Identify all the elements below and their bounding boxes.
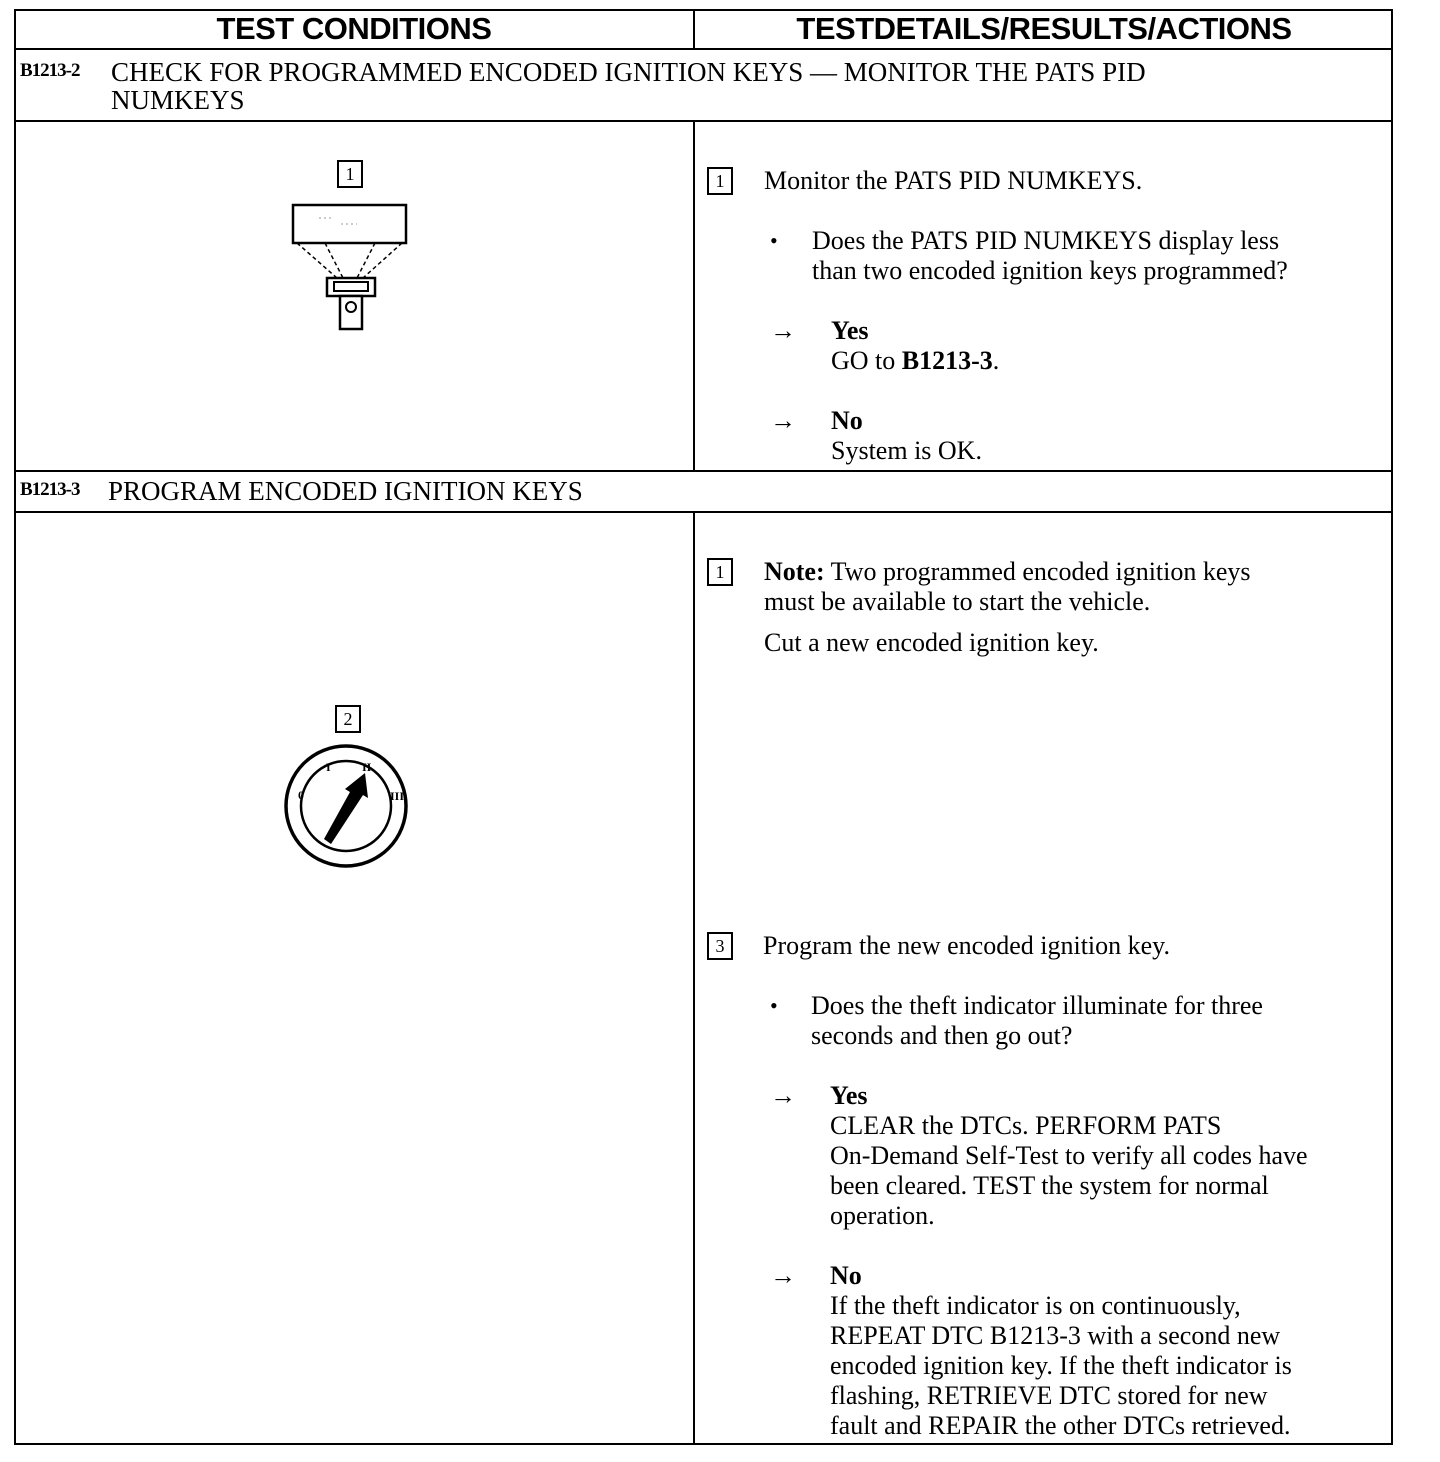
ignition-switch-icon [282, 743, 412, 873]
step-number: 1 [707, 558, 733, 586]
no-line: flashing, RETRIEVE DTC stored for new [830, 1381, 1268, 1410]
table-frame [14, 9, 1393, 1445]
no-label: No [831, 406, 863, 435]
rule-sec2-title-bottom [14, 511, 1393, 513]
figure-label: 2 [335, 705, 361, 733]
section-id: B1213-2 [20, 60, 80, 81]
section-title-line2: NUMKEYS [111, 85, 245, 115]
yes-line: CLEAR the DTCs. PERFORM PATS [830, 1111, 1222, 1140]
step-text: Cut a new encoded ignition key. [764, 628, 1099, 657]
divider-sec1 [693, 120, 695, 471]
rule-sec1-title-bottom [14, 120, 1393, 122]
no-line: If the theft indicator is on continuously, [830, 1291, 1241, 1320]
section-title-line1: CHECK FOR PROGRAMMED ENCODED IGNITION KEYS — MONITOR THE PATS PID [111, 57, 1146, 87]
yes-action-ref[interactable]: B1213-3 [901, 346, 993, 375]
step-number: 1 [707, 167, 733, 195]
no-line: encoded ignition key. If the theft indicator is [830, 1351, 1292, 1380]
dial-label: II [362, 760, 372, 774]
step-text: Program the new encoded ignition key. [763, 931, 1170, 960]
arrow-icon: → [770, 1261, 796, 1290]
dial-label: III [390, 789, 405, 803]
figure-label: 1 [337, 160, 363, 188]
yes-line: On-Demand Self-Test to verify all codes have [830, 1141, 1308, 1170]
bullet: • [770, 993, 778, 1018]
step-text: Monitor the PATS PID NUMKEYS. [764, 166, 1143, 195]
scan-tool-icon [285, 196, 415, 336]
column-header-details: TESTDETAILS/RESULTS/ACTIONS [796, 11, 1292, 46]
dial-label: I [326, 760, 331, 774]
divider-sec2 [693, 511, 695, 1445]
no-action: System is OK. [831, 436, 982, 465]
yes-action-prefix: GO to [831, 346, 902, 375]
note-line1 [764, 557, 1251, 587]
note-label: Note: [764, 557, 825, 586]
dial-label: 0 [298, 788, 304, 802]
yes-line: operation. [830, 1201, 935, 1230]
question-line1: Does the theft indicator illuminate for three [811, 991, 1263, 1020]
step-number: 3 [707, 932, 733, 960]
section-title: PROGRAM ENCODED IGNITION KEYS [108, 476, 583, 506]
question-line2: seconds and then go out? [811, 1021, 1073, 1050]
rule-sec1-bottom [14, 470, 1393, 472]
no-label: No [830, 1261, 862, 1290]
bullet: • [770, 228, 778, 253]
note-line2: must be available to start the vehicle. [764, 587, 1151, 616]
arrow-icon: → [770, 316, 796, 345]
note-text: Two programmed encoded ignition keys [824, 557, 1251, 586]
yes-label: Yes [831, 316, 869, 345]
yes-line: been cleared. TEST the system for normal [830, 1171, 1269, 1200]
arrow-icon: → [770, 406, 796, 435]
question-line2: than two encoded ignition keys programmed? [812, 256, 1288, 285]
no-line: REPEAT DTC B1213-3 with a second new [830, 1321, 1281, 1350]
column-header-test-conditions: TEST CONDITIONS [216, 11, 492, 46]
question-line1: Does the PATS PID NUMKEYS display less [812, 226, 1280, 255]
arrow-icon: → [770, 1081, 796, 1110]
yes-label: Yes [830, 1081, 868, 1110]
no-line: fault and REPAIR the other DTCs retrieved. [830, 1411, 1291, 1440]
section-id: B1213-3 [20, 479, 80, 500]
yes-action [831, 346, 999, 376]
yes-action-suffix: . [992, 346, 1000, 375]
